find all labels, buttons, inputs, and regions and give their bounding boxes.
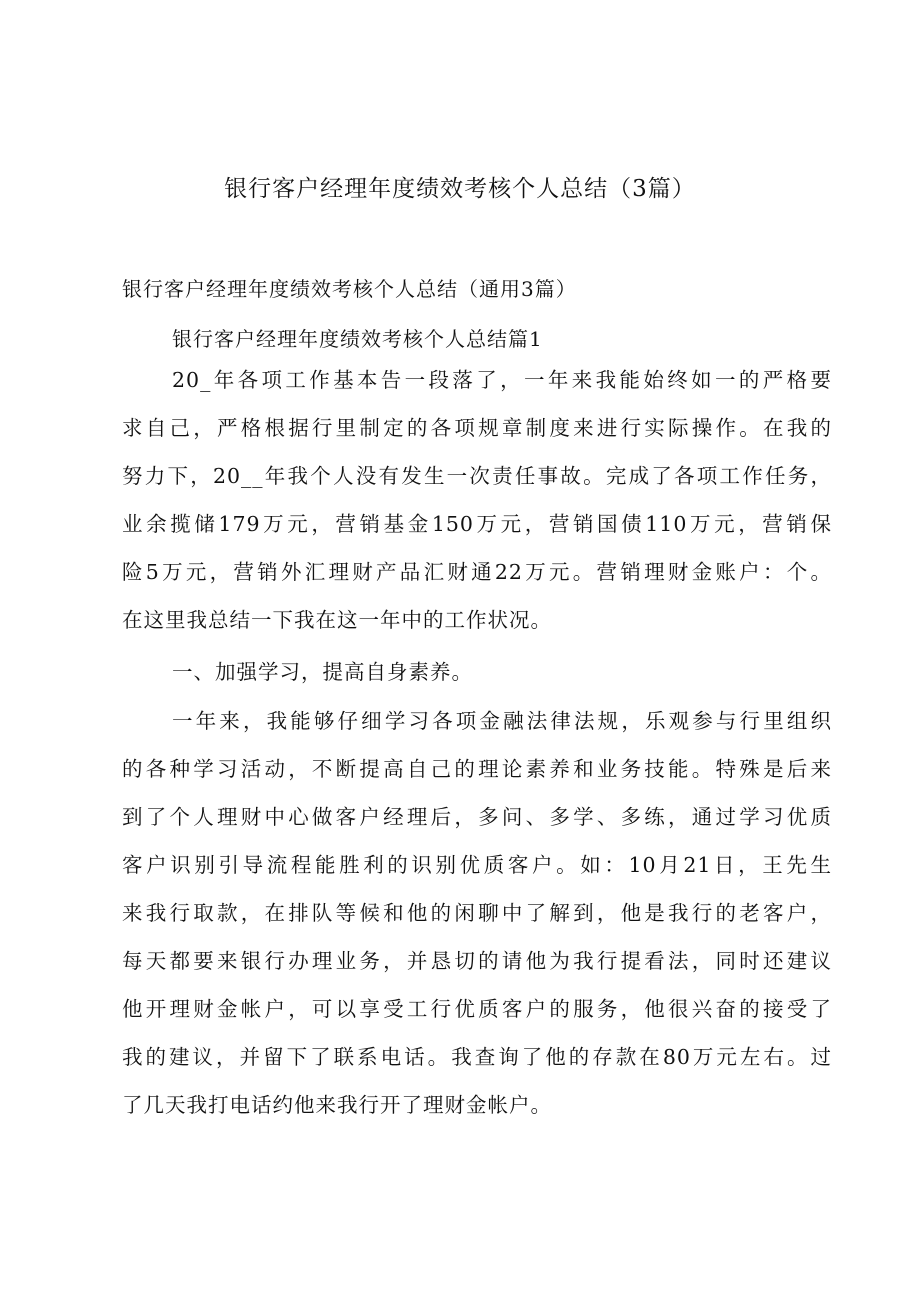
- paragraph-line: 我的建议，并留下了联系电话。我查询了他的存款在80万元左右。过: [122, 1045, 832, 1069]
- paragraph-line: 了几天我打电话约他来我行开了理财金帐户。: [122, 1093, 552, 1117]
- paragraph-line: 每天都要来银行办理业务，并恳切的请他为我行提看法，同时还建议: [122, 949, 832, 973]
- section-heading: 银行客户经理年度绩效考核个人总结篇1: [172, 327, 543, 351]
- document-title: 银行客户经理年度绩效考核个人总结（3篇）: [224, 176, 696, 202]
- paragraph-1: [122, 356, 832, 644]
- point-1-heading-block: [122, 648, 832, 696]
- paragraph-line: 求自己，严格根据行里制定的各项规章制度来进行实际操作。在我的: [122, 416, 832, 440]
- paragraph-line: 到了个人理财中心做客户经理后，多问、多学、多练，通过学习优质: [122, 805, 832, 829]
- paragraph-line: 险5万元，营销外汇理财产品汇财通22万元。营销理财金账户：个。: [122, 560, 832, 584]
- point-1-heading: 一、加强学习，提高自身素养。: [172, 660, 473, 684]
- paragraph-line: 来我行取款，在排队等候和他的闲聊中了解到，他是我行的老客户，: [122, 901, 832, 925]
- paragraph-line: 一年来，我能够仔细学习各项金融法律法规，乐观参与行里组织: [172, 709, 832, 733]
- paragraph-2: [122, 697, 832, 1129]
- paragraph-line: 客户识别引导流程能胜利的识别优质客户。如：10月21日，王先生: [122, 853, 832, 877]
- document-subtitle: 银行客户经理年度绩效考核个人总结（通用3篇）: [122, 277, 577, 301]
- paragraph-line: 努力下，20__年我个人没有发生一次责任事故。完成了各项工作任务，: [122, 464, 832, 488]
- paragraph-line: 的各种学习活动，不断提高自己的理论素养和业务技能。特殊是后来: [122, 757, 832, 781]
- paragraph-line: 他开理财金帐户，可以享受工行优质客户的服务，他很兴奋的接受了: [122, 997, 832, 1021]
- paragraph-line: 在这里我总结一下我在这一年中的工作状况。: [122, 608, 552, 632]
- paragraph-line: 业余揽储179万元，营销基金150万元，营销国债110万元，营销保: [122, 512, 832, 536]
- paragraph-line: 20_年各项工作基本告一段落了，一年来我能始终如一的严格要: [172, 368, 832, 392]
